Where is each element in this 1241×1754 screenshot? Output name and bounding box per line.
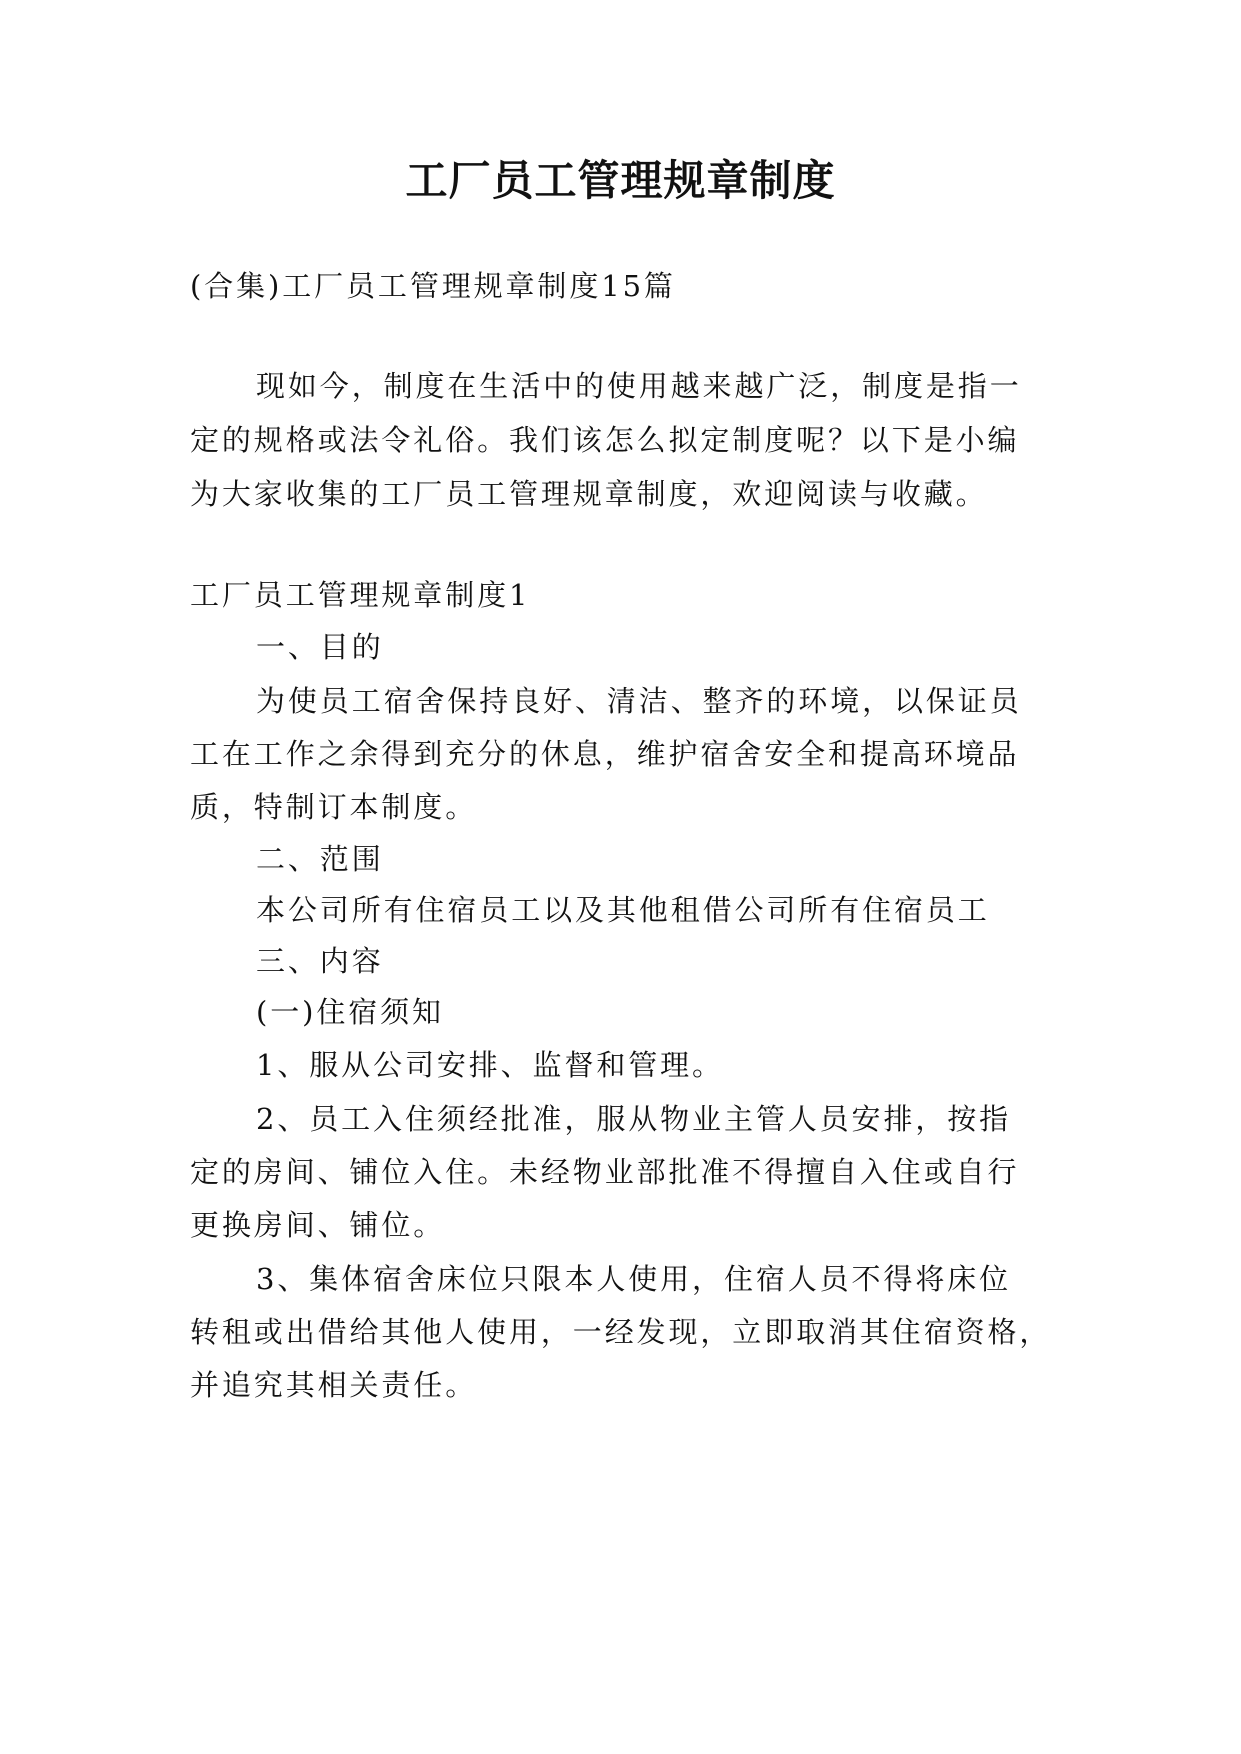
section-heading: 工厂员工管理规章制度1	[190, 578, 531, 612]
body-line: 一、目的	[256, 630, 384, 664]
body-line: 本公司所有住宿员工以及其他租借公司所有住宿员工	[256, 893, 990, 927]
document-subtitle: (合集)工厂员工管理规章制度15篇	[190, 269, 676, 303]
body-line: 质，特制订本制度。	[190, 790, 478, 824]
document-title: 工厂员工管理规章制度	[405, 156, 836, 205]
body-line: 三、内容	[256, 944, 384, 978]
intro-line: 现如今，制度在生活中的使用越来越广泛，制度是指一	[256, 369, 1022, 403]
body-line: 3、集体宿舍床位只限本人使用，住宿人员不得将床位	[256, 1262, 1012, 1296]
body-line: (一)住宿须知	[256, 995, 444, 1029]
intro-line: 为大家收集的工厂员工管理规章制度，欢迎阅读与收藏。	[190, 477, 988, 511]
body-line: 2、员工入住须经批准，服从物业主管人员安排，按指	[256, 1102, 1012, 1136]
body-line: 并追究其相关责任。	[190, 1368, 478, 1402]
intro-line: 定的规格或法令礼俗。我们该怎么拟定制度呢？以下是小编	[190, 423, 1020, 457]
body-line: 定的房间、铺位入住。未经物业部批准不得擅自入住或自行	[190, 1155, 1020, 1189]
body-line: 工在工作之余得到充分的休息，维护宿舍安全和提高环境品	[190, 737, 1020, 771]
body-line: 转租或出借给其他人使用，一经发现，立即取消其住宿资格，	[190, 1315, 1052, 1349]
body-line: 二、范围	[256, 842, 384, 876]
body-line: 1、服从公司安排、监督和管理。	[256, 1048, 724, 1082]
body-line: 为使员工宿舍保持良好、清洁、整齐的环境，以保证员	[256, 684, 1022, 718]
body-line: 更换房间、铺位。	[190, 1208, 446, 1242]
